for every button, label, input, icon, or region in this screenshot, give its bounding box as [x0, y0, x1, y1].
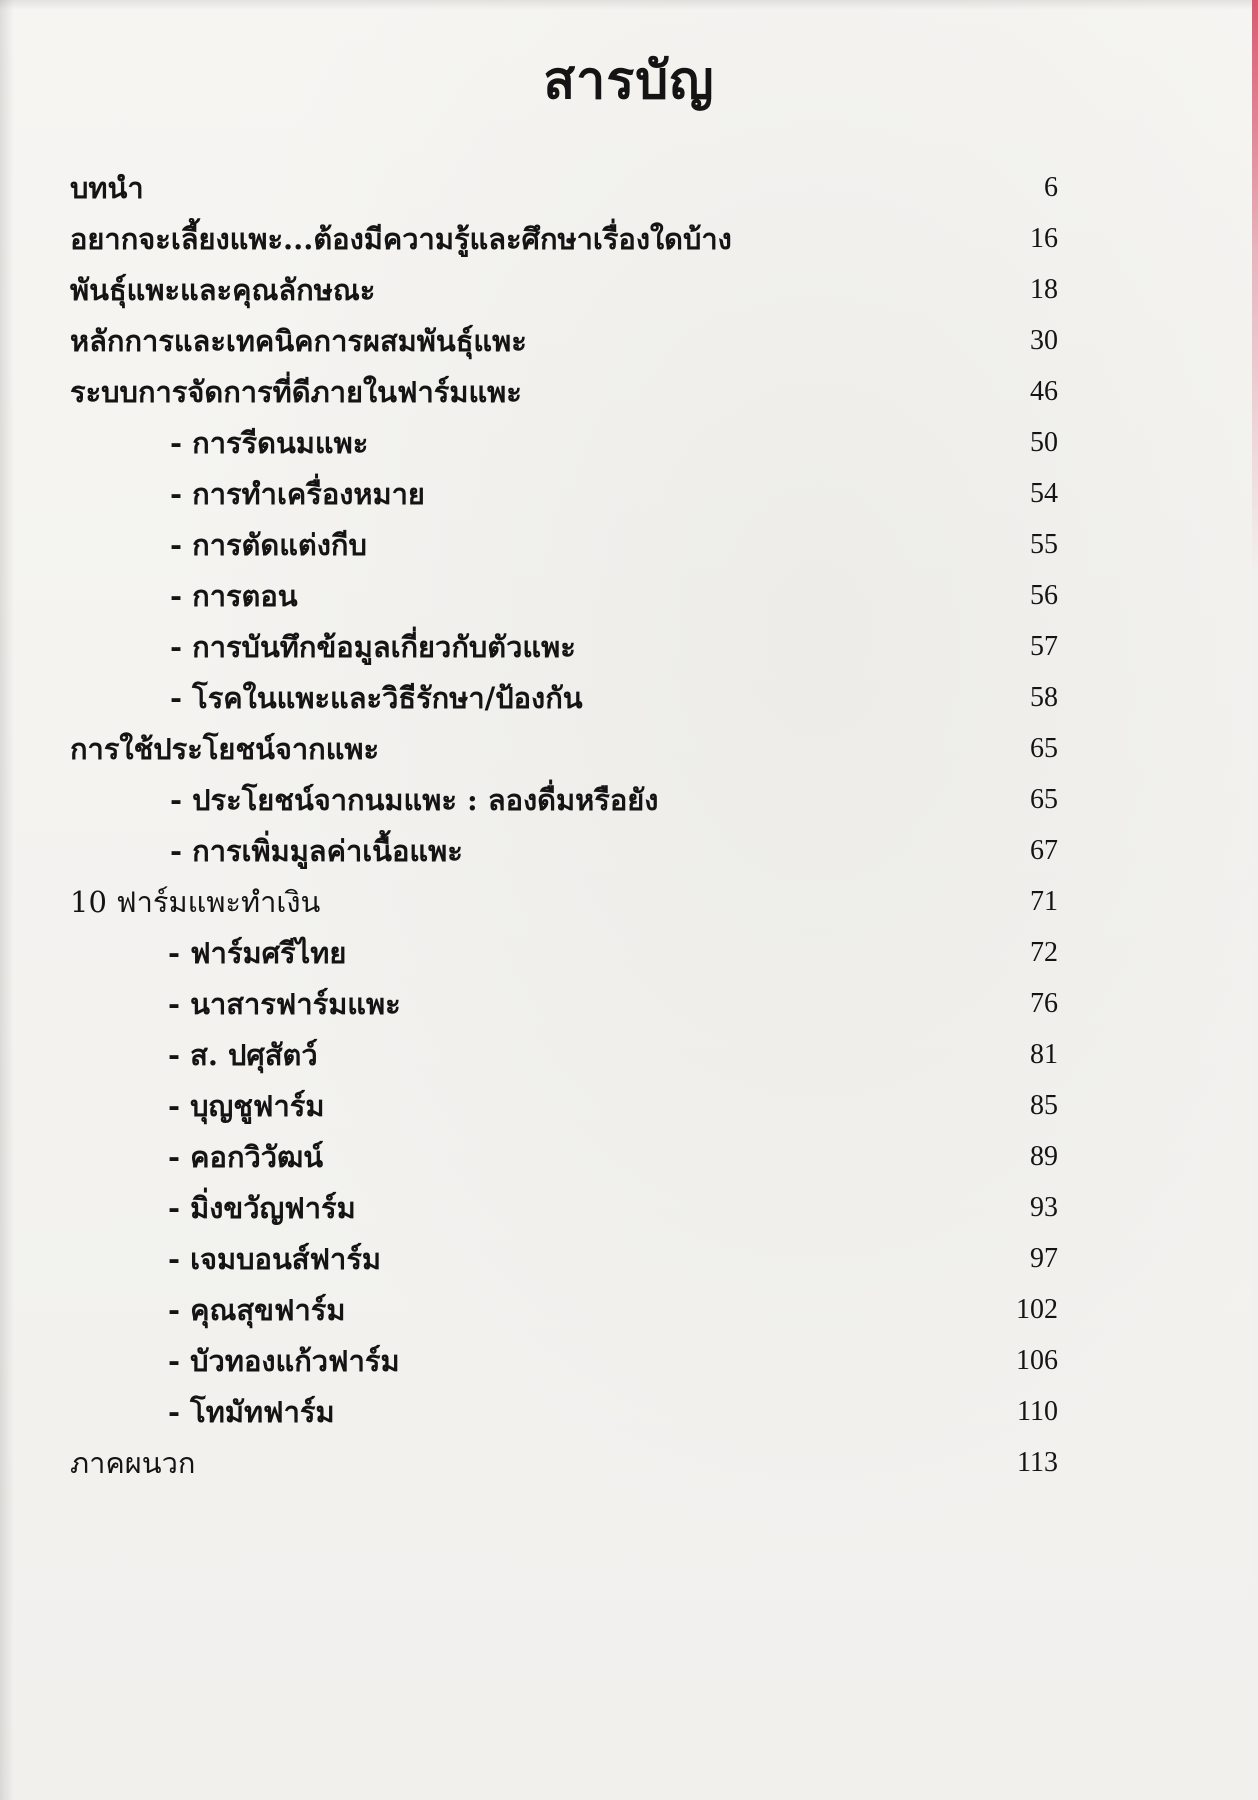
page-top-shadow: [0, 0, 1258, 10]
toc-subentry-farm-1: [70, 933, 1150, 984]
toc-entry-page: 30: [1030, 325, 1058, 356]
toc-entry-utilization: [70, 729, 1150, 780]
toc-entry-page: 113: [1017, 1447, 1058, 1478]
toc-entry-label: หลักการและเทคนิคการผสมพันธุ์แพะ: [70, 324, 527, 358]
toc-subentry-diseases: [70, 678, 1150, 729]
page-left-shadow: [0, 0, 14, 1800]
toc-entry-page: 56: [1030, 580, 1058, 611]
toc-entry-page: 54: [1030, 478, 1058, 509]
toc-entry-label: อยากจะเลี้ยงแพะ...ต้องมีความรู้และศึกษาเรื่องใดบ้าง: [70, 222, 732, 256]
toc-subentry-hoof-trimming: [70, 525, 1150, 576]
toc-entry-label: - โรคในแพะและวิธีรักษา/ป้องกัน: [170, 681, 583, 715]
toc-entry-label: - ฟาร์มศรีไทย: [168, 936, 347, 970]
toc-title: สารบัญ: [543, 51, 715, 111]
toc-entry-page: 102: [1016, 1294, 1058, 1325]
table-of-contents: [70, 168, 1150, 1494]
toc-entry-label: - การตอน: [170, 579, 298, 613]
toc-entry-label: - การเพิ่มมูลค่าเนื้อแพะ: [170, 834, 463, 868]
toc-subentry-milking: [70, 423, 1150, 474]
toc-entry-page: 71: [1030, 886, 1058, 917]
toc-entry-label: การใช้ประโยชน์จากแพะ: [70, 732, 380, 766]
toc-entry-label: - คุณสุขฟาร์ม: [168, 1293, 346, 1327]
toc-subentry-farm-10: [70, 1392, 1150, 1443]
toc-entry-label: - ส. ปศุสัตว์: [168, 1038, 318, 1072]
toc-entry-label: - โทมัทฟาร์ม: [168, 1395, 335, 1429]
toc-entry-page: 93: [1030, 1192, 1058, 1223]
toc-entry-page: 18: [1030, 274, 1058, 305]
toc-entry-label: - ประโยชน์จากนมแพะ : ลองดื่มหรือยัง: [170, 783, 659, 817]
toc-entry-page: 85: [1030, 1090, 1058, 1121]
toc-entry-label: - เจมบอนส์ฟาร์ม: [168, 1242, 382, 1276]
toc-entry-page: 81: [1030, 1039, 1058, 1070]
toc-entry-label: - นาสารฟาร์มแพะ: [168, 987, 401, 1021]
toc-entry-page: 65: [1030, 733, 1058, 764]
toc-entry-page: 58: [1030, 682, 1058, 713]
toc-entry-page: 50: [1030, 427, 1058, 458]
toc-entry-page: 55: [1030, 529, 1058, 560]
toc-entry-appendix: [70, 1443, 1150, 1494]
toc-entry-breeding: [70, 321, 1150, 372]
toc-subentry-farm-3: [70, 1035, 1150, 1086]
toc-subentry-meat-value: [70, 831, 1150, 882]
toc-entry-label: - บัวทองแก้วฟาร์ม: [168, 1344, 400, 1378]
toc-entry-label: - บุญชูฟาร์ม: [168, 1089, 325, 1123]
toc-entry-label: - การทำเครื่องหมาย: [170, 477, 425, 511]
toc-entry-page: 65: [1030, 784, 1058, 815]
toc-entry-page: 57: [1030, 631, 1058, 662]
toc-entry-label: ภาคผนวก: [70, 1446, 196, 1480]
toc-subentry-marking: [70, 474, 1150, 525]
toc-entry-page: 46: [1030, 376, 1058, 407]
toc-entry-label: ระบบการจัดการที่ดีภายในฟาร์มแพะ: [70, 375, 522, 409]
toc-subentry-record-keeping: [70, 627, 1150, 678]
toc-entry-page: 67: [1030, 835, 1058, 866]
toc-entry-introduction: [70, 168, 1150, 219]
toc-entry-page: 97: [1030, 1243, 1058, 1274]
toc-entry-label: 10 ฟาร์มแพะทำเงิน: [70, 885, 321, 919]
toc-entry-page: 6: [1044, 172, 1058, 203]
toc-entry-knowledge: [70, 219, 1150, 270]
toc-subentry-farm-4: [70, 1086, 1150, 1137]
toc-entry-page: 72: [1030, 937, 1058, 968]
toc-subentry-farm-2: [70, 984, 1150, 1035]
toc-subentry-farm-7: [70, 1239, 1150, 1290]
toc-entry-label: - การบันทึกข้อมูลเกี่ยวกับตัวแพะ: [170, 630, 576, 664]
toc-entry-label: - คอกวิวัฒน์: [168, 1140, 324, 1174]
toc-subentry-castration: [70, 576, 1150, 627]
toc-subentry-farm-8: [70, 1290, 1150, 1341]
toc-entry-page: 106: [1016, 1345, 1058, 1376]
toc-entry-label: - การตัดแต่งกีบ: [170, 528, 367, 562]
toc-entry-page: 76: [1030, 988, 1058, 1019]
toc-entry-page: 89: [1030, 1141, 1058, 1172]
toc-entry-label: - การรีดนมแพะ: [170, 426, 369, 460]
toc-entry-label: - มิ่งขวัญฟาร์ม: [168, 1191, 356, 1225]
toc-subentry-farm-5: [70, 1137, 1150, 1188]
toc-subentry-farm-9: [70, 1341, 1150, 1392]
toc-entry-page: 110: [1017, 1396, 1058, 1427]
toc-subentry-farm-6: [70, 1188, 1150, 1239]
toc-entry-breeds: [70, 270, 1150, 321]
toc-entry-label: พันธุ์แพะและคุณลักษณะ: [70, 273, 376, 307]
toc-subentry-goat-milk: [70, 780, 1150, 831]
toc-entry-page: 16: [1030, 223, 1058, 254]
page-right-edge: [1252, 0, 1258, 1800]
toc-entry-label: บทนำ: [70, 171, 144, 205]
toc-entry-ten-farms: [70, 882, 1150, 933]
toc-entry-farm-management: [70, 372, 1150, 423]
